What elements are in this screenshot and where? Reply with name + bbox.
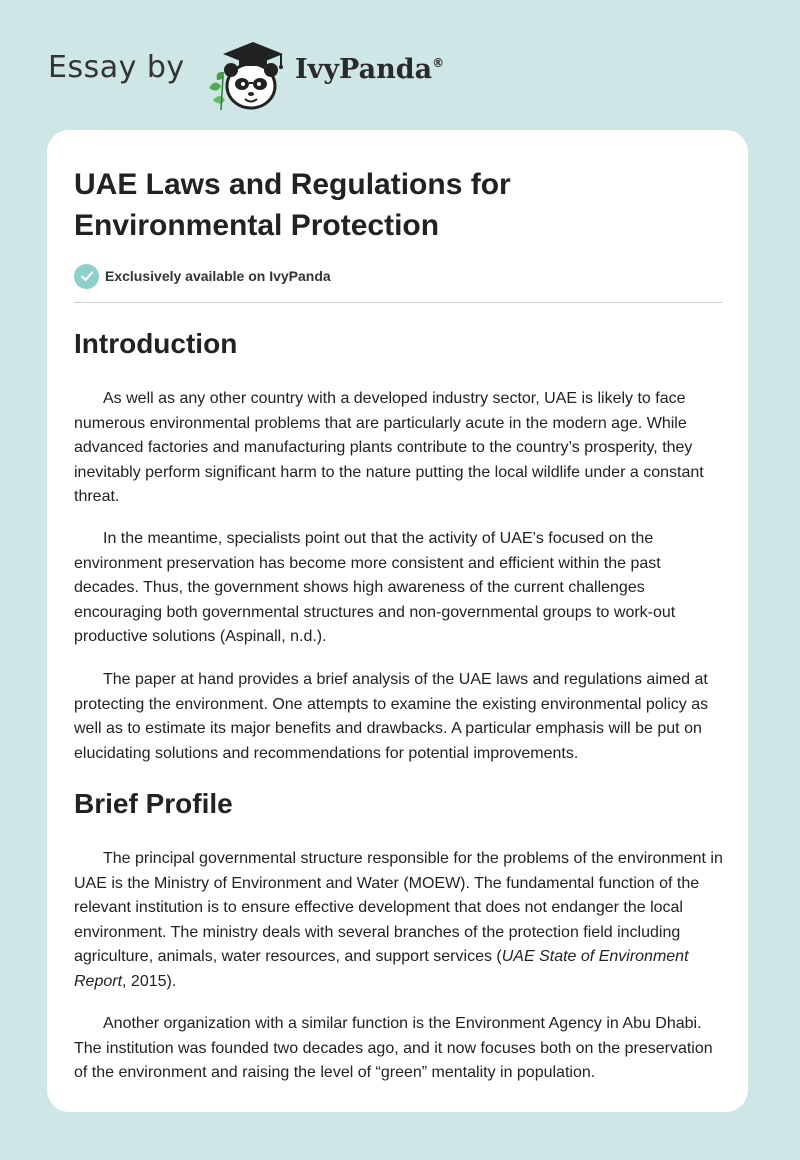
section-heading-introduction: Introduction	[74, 328, 238, 359]
divider	[74, 302, 722, 303]
exclusive-badge	[74, 263, 331, 289]
paragraph: The principal governmental structure responsible for the problems of the environment in UAE is the Ministry of Environment and Water (MOEW). The fundamental function of the relevant institution is to ensure effective development that does not endanger the local environment. The ministry deals with several branches of the protection field including agriculture, animals, water resources, and support services (UAE State of Environment Report, 2015).	[74, 850, 723, 990]
page-title: UAE Laws and Regulations for Environmental Protection	[74, 168, 511, 242]
panda-graduate-icon	[203, 36, 293, 116]
paragraph: As well as any other country with a developed industry sector, UAE is likely to face numerous environmental problems that are particularly acute in the modern age. While advanced factories and manufacturing plants contribute to the country’s prosperity, they inevitably perform significant harm to the nature putting the local wildlife under a constant threat.	[74, 390, 704, 506]
essay-card	[47, 130, 748, 1112]
registered-mark: ®	[432, 56, 445, 70]
paragraph: In the meantime, specialists point out that the activity of UAE’s focused on the environment preservation has become more consistent and efficient within the past decades. Thus, the government shows high awareness of the current challenges encouraging both governmental structures and non-governmental groups to work-out productive solutions (Aspinall, n.d.).	[74, 530, 676, 646]
site-header	[48, 36, 548, 116]
section-heading-brief-profile: Brief Profile	[74, 788, 233, 819]
check-circle-icon	[74, 264, 99, 289]
brand-name[interactable]: IvyPanda®	[295, 54, 445, 85]
citation-title: UAE State of Environment Report	[74, 948, 689, 990]
paragraph: Another organization with a similar function is the Environment Agency in Abu Dhabi. The institution was founded two decades ago, and it now focuses both on the preservation of the environment and raising the level of “green” mentality in population.	[74, 1015, 713, 1082]
essay-by-label: Essay by	[48, 50, 185, 85]
paragraph: The paper at hand provides a brief analysis of the UAE laws and regulations aimed at protecting the environment. One attempts to examine the existing environmental policy as well as to estimate its major benefits and drawbacks. A particular emphasis will be put on elucidating solutions and recommendations for potential improvements.	[74, 671, 709, 762]
ivypanda-logo[interactable]	[203, 36, 293, 116]
exclusive-text: Exclusively available on IvyPanda	[105, 268, 331, 284]
